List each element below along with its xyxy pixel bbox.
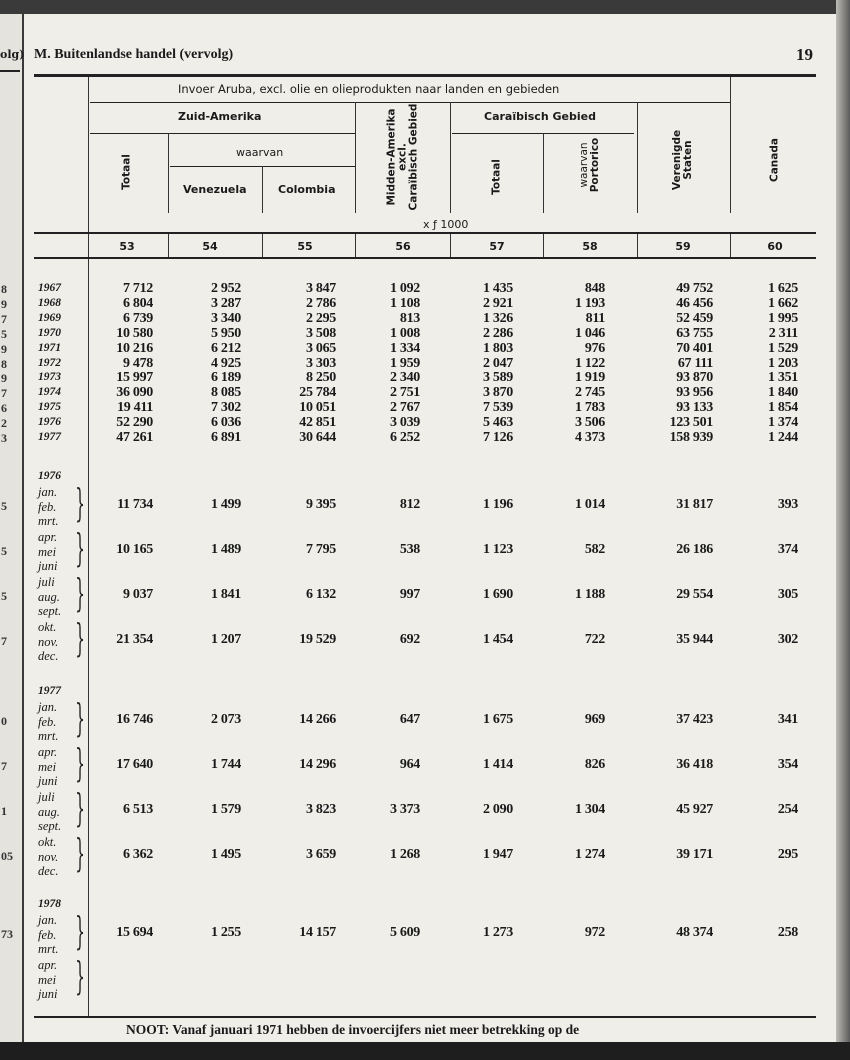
month-label: sept. xyxy=(38,819,62,833)
row-year: 1968 xyxy=(38,296,61,309)
cell-value: 15 997 xyxy=(116,370,153,386)
cell-value: 2 311 xyxy=(768,325,798,341)
col-canada-header: Canada xyxy=(768,138,781,182)
cell-value: 3 589 xyxy=(482,370,513,386)
top-rule xyxy=(34,74,816,77)
cell-value: 2 786 xyxy=(305,295,336,311)
header-line: Caraïbisch Gebied xyxy=(407,103,420,211)
month-label: mrt. xyxy=(38,729,59,743)
bottom-rule xyxy=(34,1016,816,1018)
table-title: Invoer Aruba, excl. olie en olieprodukten naar landen en gebieden xyxy=(178,82,560,96)
adjacent-page-fragment: 05 xyxy=(1,849,13,863)
cell-value: 1 529 xyxy=(767,340,798,356)
cell-value: 1 274 xyxy=(574,847,605,862)
cell-value: 3 373 xyxy=(389,802,420,817)
cell-value: 6 362 xyxy=(122,847,153,862)
cell-value: 1 803 xyxy=(482,340,513,356)
cell-value: 6 132 xyxy=(305,587,336,602)
cell-value: 6 513 xyxy=(122,802,153,817)
column-number: 59 xyxy=(675,240,691,253)
cell-value: 36 090 xyxy=(116,385,153,401)
cell-value: 976 xyxy=(584,340,605,356)
cell-value: 1 123 xyxy=(482,542,513,557)
cell-value: 826 xyxy=(584,757,605,772)
cell-value: 1 783 xyxy=(574,400,605,416)
cell-value: 1 193 xyxy=(574,295,605,311)
cell-value: 1 675 xyxy=(482,712,513,727)
adjacent-page-fragment: 7 xyxy=(1,311,7,326)
cell-value: 258 xyxy=(777,925,798,940)
cell-value: 1 489 xyxy=(210,542,241,557)
cell-value: 3 039 xyxy=(389,415,420,431)
month-label: jan. xyxy=(38,700,58,714)
cell-value: 10 165 xyxy=(116,542,153,557)
col-divider xyxy=(730,234,731,257)
cell-value: 1 122 xyxy=(574,355,605,371)
cell-value: 3 847 xyxy=(305,281,336,296)
adjacent-page-fragment: 9 xyxy=(1,371,7,386)
adjacent-page-fragment: 5 xyxy=(1,589,7,603)
cell-value: 7 712 xyxy=(122,281,153,296)
month-label: apr. xyxy=(38,958,58,972)
cell-value: 2 952 xyxy=(210,281,241,296)
cell-value: 1 244 xyxy=(767,430,798,445)
quarter-brace: } xyxy=(75,831,85,875)
cell-value: 1 351 xyxy=(767,370,798,386)
row-year: 1969 xyxy=(38,311,61,324)
cell-value: 302 xyxy=(777,632,798,647)
cell-value: 4 373 xyxy=(574,430,605,445)
month-label: aug. xyxy=(38,804,60,819)
cell-value: 15 694 xyxy=(116,925,153,940)
column-number: 53 xyxy=(119,240,135,253)
adjacent-page-fragment: 7 xyxy=(1,759,7,773)
cell-value: 3 823 xyxy=(305,802,336,817)
month-label: okt. xyxy=(38,835,57,849)
quarter-brace: } xyxy=(75,909,85,953)
adjacent-page-fragment: 7 xyxy=(1,634,7,648)
unit-label: x ƒ 1000 xyxy=(423,218,469,231)
adjacent-page-fragment: 5 xyxy=(1,499,7,513)
adjacent-page-fragment: 5 xyxy=(1,544,7,558)
month-label: mei xyxy=(38,759,57,774)
cell-value: 305 xyxy=(777,587,798,602)
column-number: 60 xyxy=(767,240,783,253)
cell-value: 3 659 xyxy=(305,847,336,862)
col-totaal-header: Totaal xyxy=(120,154,133,190)
column-number: 57 xyxy=(489,240,505,253)
cell-value: 45 927 xyxy=(676,802,713,817)
running-title: M. Buitenlandse handel (vervolg) xyxy=(34,47,234,62)
cell-value: 9 478 xyxy=(122,355,153,371)
col-divider xyxy=(637,102,638,213)
col-divider xyxy=(730,77,731,213)
cell-value: 2 745 xyxy=(574,385,605,401)
row-year: 1974 xyxy=(38,386,61,399)
cell-value: 1 841 xyxy=(210,587,241,602)
cell-value: 52 459 xyxy=(676,310,713,326)
cell-value: 1 495 xyxy=(210,847,241,862)
month-label: dec. xyxy=(38,864,59,878)
stub-divider xyxy=(88,77,89,1017)
cell-value: 37 423 xyxy=(676,712,713,727)
cell-value: 1 454 xyxy=(482,632,513,647)
cell-value: 692 xyxy=(399,632,420,647)
group-waarvan: waarvan xyxy=(236,146,284,159)
month-label: feb. xyxy=(38,927,57,942)
cell-value: 21 354 xyxy=(116,632,153,647)
cell-value: 295 xyxy=(777,847,798,862)
cell-value: 6 212 xyxy=(210,340,241,356)
cell-value: 19 529 xyxy=(299,632,336,647)
cell-value: 811 xyxy=(585,310,605,326)
month-label: okt. xyxy=(38,620,57,634)
cell-value: 1 625 xyxy=(767,281,798,296)
cell-value: 6 804 xyxy=(122,295,153,311)
cell-value: 1 203 xyxy=(767,355,798,371)
row-year: 1971 xyxy=(38,341,61,354)
cell-value: 70 401 xyxy=(676,340,713,356)
adjacent-page-fragment: 5 xyxy=(1,326,7,341)
adjacent-page-fragment: 6 xyxy=(1,401,7,416)
month-label: feb. xyxy=(38,714,57,729)
group-caraibisch: Caraïbisch Gebied xyxy=(484,110,596,123)
quarter-brace: } xyxy=(75,696,85,740)
quarter-brace: } xyxy=(75,741,85,785)
cell-value: 2 767 xyxy=(389,400,420,416)
cell-value: 26 186 xyxy=(676,542,713,557)
month-label: apr. xyxy=(38,745,58,759)
cell-value: 1 207 xyxy=(210,632,241,647)
month-label: juni xyxy=(38,559,58,573)
col-caraibisch-totaal-header: Totaal xyxy=(490,159,503,195)
cell-value: 9 037 xyxy=(122,587,153,602)
cell-value: 2 340 xyxy=(389,370,420,386)
header-line: excl. xyxy=(396,143,409,171)
cell-value: 1 188 xyxy=(574,587,605,602)
cell-value: 4 925 xyxy=(210,355,241,371)
cell-value: 3 506 xyxy=(574,415,605,431)
month-label: sept. xyxy=(38,604,62,618)
month-label: juli xyxy=(38,575,55,589)
scan-bottom-edge xyxy=(0,1042,850,1060)
cell-value: 1 108 xyxy=(389,295,420,311)
col-colombia-header: Colombia xyxy=(278,183,336,196)
cell-value: 158 939 xyxy=(669,430,713,445)
col-venezuela-header: Venezuela xyxy=(183,183,247,196)
block-year: 1977 xyxy=(38,685,61,697)
row-year: 1970 xyxy=(38,326,61,339)
cell-value: 812 xyxy=(399,497,420,512)
cell-value: 2 751 xyxy=(389,385,420,401)
month-label: juli xyxy=(38,790,55,804)
block-year: 1978 xyxy=(38,898,61,910)
cell-value: 5 609 xyxy=(389,925,420,940)
col-divider xyxy=(168,133,169,213)
cell-value: 93 870 xyxy=(676,370,713,386)
cell-value: 1 499 xyxy=(210,497,241,512)
row-year: 1975 xyxy=(38,401,61,414)
month-label: nov. xyxy=(38,634,59,649)
cell-value: 10 216 xyxy=(116,340,153,356)
cell-value: 538 xyxy=(399,542,420,557)
quarter-brace: } xyxy=(75,954,85,998)
row-year: 1976 xyxy=(38,416,61,429)
cell-value: 48 374 xyxy=(676,925,713,940)
cell-value: 341 xyxy=(777,712,798,727)
cell-value: 1 014 xyxy=(574,497,605,512)
left-page-fragment: olg) xyxy=(0,48,25,61)
cell-value: 6 036 xyxy=(210,415,241,431)
cell-value: 1 334 xyxy=(389,340,420,356)
cell-value: 1 435 xyxy=(482,281,513,296)
adjacent-page-fragment: 8 xyxy=(1,282,7,296)
quarter-brace: } xyxy=(75,481,85,525)
row-year: 1972 xyxy=(38,356,61,369)
cell-value: 1 947 xyxy=(482,847,513,862)
month-label: mrt. xyxy=(38,942,59,956)
cell-value: 1 662 xyxy=(767,295,798,311)
adjacent-page-fragment: 1 xyxy=(1,804,7,818)
cell-value: 354 xyxy=(777,757,798,772)
header-bottom-rule xyxy=(34,257,816,259)
cell-value: 582 xyxy=(584,542,605,557)
cell-value: 29 554 xyxy=(676,587,713,602)
footnote: NOOT: Vanaf januari 1971 hebben de invoercijfers niet meer betrekking op de xyxy=(126,1022,580,1037)
cell-value: 2 073 xyxy=(210,712,241,727)
cell-value: 35 944 xyxy=(676,632,713,647)
month-label: apr. xyxy=(38,530,58,544)
group-rule xyxy=(90,133,355,134)
month-label: dec. xyxy=(38,649,59,663)
page-edge-shadow xyxy=(836,0,850,1060)
cell-value: 8 250 xyxy=(305,370,336,386)
adjacent-page-fragment: 9 xyxy=(1,296,7,311)
row-year: 1977 xyxy=(38,431,61,443)
cell-value: 31 817 xyxy=(676,497,713,512)
cell-value: 6 891 xyxy=(210,430,241,445)
quarter-brace: } xyxy=(75,571,85,615)
cell-value: 7 539 xyxy=(482,400,513,416)
cell-value: 3 303 xyxy=(305,355,336,371)
cell-value: 9 395 xyxy=(305,497,336,512)
cell-value: 19 411 xyxy=(117,400,153,416)
cell-value: 3 340 xyxy=(210,310,241,326)
header-line: Staten xyxy=(682,140,694,180)
cell-value: 8 085 xyxy=(210,385,241,401)
adjacent-page-fragment: 8 xyxy=(1,356,7,371)
cell-value: 3 870 xyxy=(482,385,513,401)
cell-value: 36 418 xyxy=(676,757,713,772)
cell-value: 1 196 xyxy=(482,497,513,512)
quarter-brace: } xyxy=(75,526,85,570)
month-label: nov. xyxy=(38,849,59,864)
adjacent-page-fragment: 73 xyxy=(1,927,13,941)
cell-value: 1 995 xyxy=(767,310,798,326)
cell-value: 52 290 xyxy=(116,415,153,431)
cell-value: 7 302 xyxy=(210,400,241,416)
cell-value: 5 463 xyxy=(482,415,513,431)
cell-value: 393 xyxy=(777,497,798,512)
column-number: 54 xyxy=(202,240,218,253)
cell-value: 374 xyxy=(777,542,798,557)
cell-value: 2 921 xyxy=(482,295,513,311)
month-label: feb. xyxy=(38,499,57,514)
quarter-brace: } xyxy=(75,786,85,830)
cell-value: 722 xyxy=(584,632,605,647)
cell-value: 1 326 xyxy=(482,310,513,326)
row-year: 1967 xyxy=(38,282,61,294)
month-label: jan. xyxy=(38,913,58,927)
adjacent-page-fragment: 0 xyxy=(1,714,7,728)
cell-value: 3 065 xyxy=(305,340,336,356)
cell-value: 1 414 xyxy=(482,757,513,772)
page-number: 19 xyxy=(796,45,813,64)
cell-value: 964 xyxy=(399,757,420,772)
month-label: mei xyxy=(38,972,57,987)
adjacent-page-fragment: 3 xyxy=(1,431,7,445)
month-label: aug. xyxy=(38,589,60,604)
col-portorico-header xyxy=(579,138,601,193)
column-number: 55 xyxy=(297,240,313,253)
cell-value: 2 047 xyxy=(482,355,513,371)
cell-value: 10 051 xyxy=(299,400,336,416)
col-divider xyxy=(262,234,263,257)
col-midden-amerika-header xyxy=(387,104,420,211)
cell-value: 11 734 xyxy=(117,497,153,512)
cell-value: 2 295 xyxy=(305,310,336,326)
cell-value: 1 273 xyxy=(482,925,513,940)
cell-value: 14 157 xyxy=(299,925,336,940)
adjacent-page-edge xyxy=(0,14,25,1044)
cell-value: 3 287 xyxy=(210,295,241,311)
cell-value: 1 304 xyxy=(574,802,605,817)
cell-value: 2 090 xyxy=(482,802,513,817)
cell-value: 997 xyxy=(399,587,420,602)
cell-value: 254 xyxy=(777,802,798,817)
month-label: mei xyxy=(38,544,57,559)
cell-value: 93 956 xyxy=(676,385,713,401)
row-year: 1973 xyxy=(38,371,61,384)
cell-value: 1 092 xyxy=(389,281,420,296)
document-page xyxy=(24,14,836,1044)
cell-value: 6 252 xyxy=(389,430,420,445)
cell-value: 1 919 xyxy=(574,370,605,386)
cell-value: 1 046 xyxy=(574,325,605,341)
cell-value: 63 755 xyxy=(676,325,713,341)
col-divider xyxy=(262,166,263,213)
header-line: waarvan xyxy=(578,142,590,188)
col-divider xyxy=(355,234,356,257)
cell-value: 1 008 xyxy=(389,325,420,341)
col-divider xyxy=(543,234,544,257)
group-zuid-amerika: Zuid-Amerika xyxy=(178,110,262,123)
cell-value: 3 508 xyxy=(305,325,336,341)
cell-value: 5 950 xyxy=(210,325,241,341)
col-divider xyxy=(168,234,169,257)
cell-value: 49 752 xyxy=(676,281,713,296)
col-divider xyxy=(450,102,451,213)
cell-value: 1 854 xyxy=(767,400,798,416)
cell-value: 6 739 xyxy=(122,310,153,326)
month-label: juni xyxy=(38,987,58,1001)
cell-value: 14 296 xyxy=(299,757,336,772)
cell-value: 25 784 xyxy=(299,385,336,401)
colno-top-rule xyxy=(34,232,816,234)
month-label: mrt. xyxy=(38,514,59,528)
cell-value: 2 286 xyxy=(482,325,513,341)
cell-value: 30 644 xyxy=(299,430,336,445)
col-divider xyxy=(355,102,356,213)
cell-value: 10 580 xyxy=(116,325,153,341)
cell-value: 46 456 xyxy=(676,295,713,311)
block-year: 1976 xyxy=(38,470,61,482)
adjacent-page-fragment: 7 xyxy=(1,386,7,401)
header-line: Verenigde xyxy=(671,129,683,191)
cell-value: 969 xyxy=(584,712,605,727)
cell-value: 7 126 xyxy=(482,430,513,445)
cell-value: 93 133 xyxy=(676,400,713,416)
cell-value: 1 840 xyxy=(767,385,798,401)
month-label: juni xyxy=(38,774,58,788)
header-line: Midden-Amerika xyxy=(385,108,398,206)
cell-value: 67 111 xyxy=(677,355,713,371)
cell-value: 813 xyxy=(399,310,420,326)
cell-value: 1 744 xyxy=(210,757,241,772)
adjacent-page-fragment: 2 xyxy=(1,416,7,431)
cell-value: 39 171 xyxy=(676,847,713,862)
col-verenigde-staten-header xyxy=(672,130,694,190)
column-number: 56 xyxy=(395,240,411,253)
col-divider xyxy=(543,133,544,213)
cell-value: 972 xyxy=(584,925,605,940)
header-line: Portorico xyxy=(589,137,601,193)
col-divider xyxy=(450,234,451,257)
cell-value: 647 xyxy=(399,712,420,727)
column-number: 58 xyxy=(582,240,598,253)
cell-value: 1 579 xyxy=(210,802,241,817)
quarter-brace: } xyxy=(75,616,85,660)
cell-value: 47 261 xyxy=(116,430,153,445)
cell-value: 1 255 xyxy=(210,925,241,940)
left-page-rule xyxy=(0,70,20,72)
cell-value: 7 795 xyxy=(305,542,336,557)
cell-value: 123 501 xyxy=(669,415,713,431)
cell-value: 1 374 xyxy=(767,415,798,431)
cell-value: 16 746 xyxy=(116,712,153,727)
cell-value: 1 959 xyxy=(389,355,420,371)
month-label: jan. xyxy=(38,485,58,499)
adjacent-page-fragment: 9 xyxy=(1,341,7,356)
cell-value: 1 690 xyxy=(482,587,513,602)
cell-value: 42 851 xyxy=(299,415,336,431)
cell-value: 17 640 xyxy=(116,757,153,772)
col-divider xyxy=(637,234,638,257)
cell-value: 6 189 xyxy=(210,370,241,386)
cell-value: 14 266 xyxy=(299,712,336,727)
cell-value: 848 xyxy=(584,281,605,296)
cell-value: 1 268 xyxy=(389,847,420,862)
